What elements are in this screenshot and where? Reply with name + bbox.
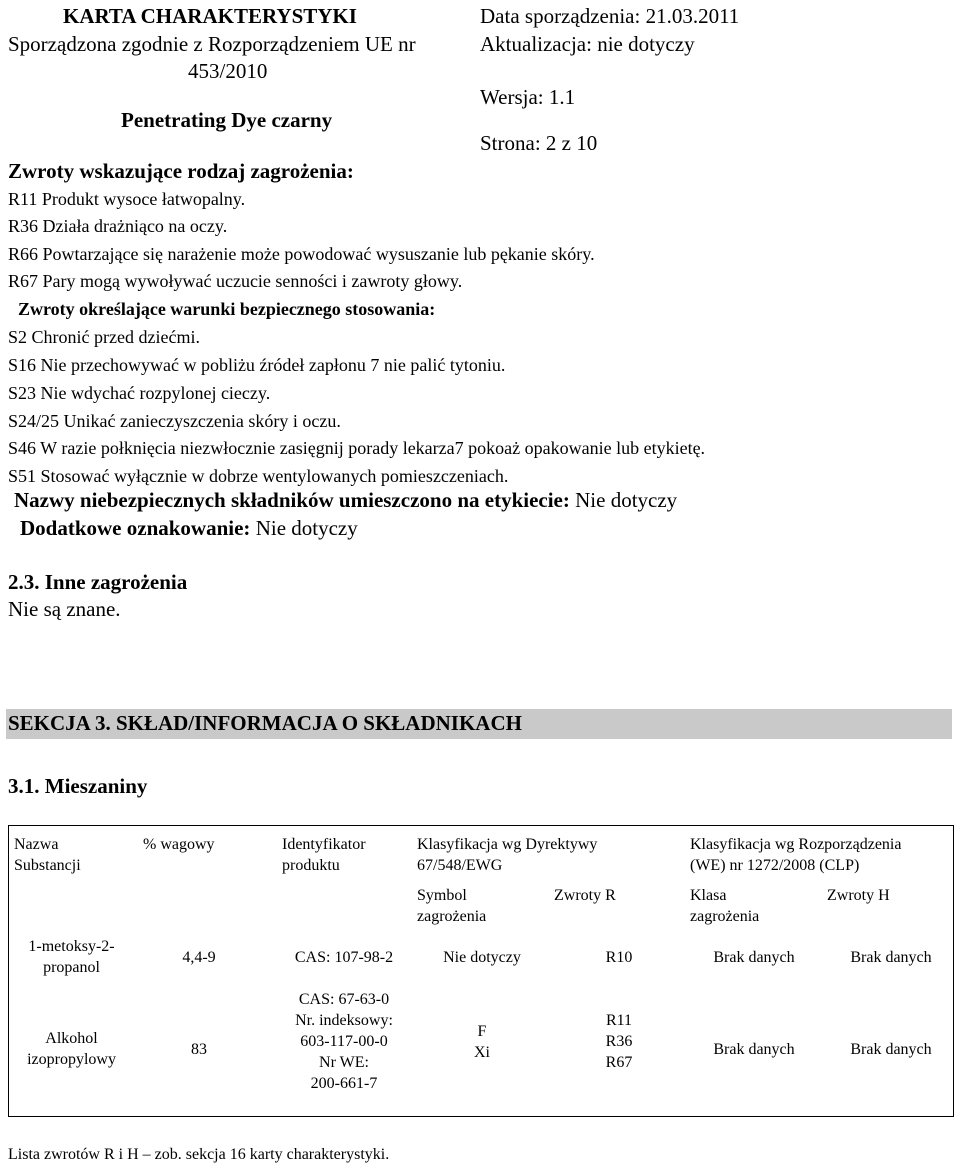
row2-symbol-2: Xi	[474, 1044, 490, 1061]
date-created: Data sporządzenia: 21.03.2011	[480, 4, 740, 28]
row1-weight: 4,4-9	[182, 949, 216, 966]
regulation-line-2: 453/2010	[188, 59, 268, 83]
safety-phrase: S51 Stosować wyłącznie w dobrze wentylowanych pomieszczeniach.	[8, 466, 509, 486]
row2-class: Brak danych	[713, 1041, 795, 1058]
hazard-phrase: R67 Pary mogą wywoływać uczucie senności i zawroty głowy.	[8, 271, 463, 291]
row2-symbol-1: F	[477, 1023, 487, 1040]
row1-name-1: 1-metoksy-2-	[28, 938, 115, 955]
hazard-phrase: R66 Powtarzające się narażenie może powodować wysuszanie lub pękanie skóry.	[8, 244, 595, 264]
header-identifier-1: Identyfikator	[282, 836, 366, 853]
additional-labelling-line	[20, 516, 358, 541]
additional-labelling-value: Nie dotyczy	[255, 516, 358, 540]
safety-phrases-heading: Zwroty określające warunki bezpiecznego stosowania:	[18, 299, 436, 319]
dangerous-components-value: Nie dotyczy	[575, 488, 678, 512]
header-name-1: Nazwa	[14, 836, 59, 853]
subheader-class-1: Klasa	[690, 887, 727, 904]
subheader-symbol-2: zagrożenia	[417, 908, 487, 925]
header-clp-2: (WE) nr 1272/2008 (CLP)	[690, 857, 860, 874]
document-title: KARTA CHARAKTERYSTYKI	[63, 4, 357, 28]
safety-phrase: S24/25 Unikać zanieczyszczenia skóry i oczu.	[8, 411, 341, 431]
dangerous-components-label: Nazwy niebezpiecznych składników umieszczono na etykiecie:	[14, 488, 570, 512]
header-clp-1: Klasyfikacja wg Rozporządzenia	[690, 836, 902, 853]
subheader-class-2: zagrożenia	[690, 908, 760, 925]
header-directive-1: Klasyfikacja wg Dyrektywy	[417, 836, 598, 853]
row2-identifier-2: Nr. indeksowy:	[295, 1012, 393, 1029]
other-hazards-heading: 2.3. Inne zagrożenia	[8, 570, 188, 594]
safety-phrase: S2 Chronić przed dziećmi.	[8, 327, 200, 347]
hazard-phrase: R11 Produkt wysoce łatwopalny.	[8, 189, 246, 209]
row1-symbol: Nie dotyczy	[443, 949, 521, 966]
header-directive-2: 67/548/EWG	[417, 857, 503, 874]
header-weight: % wagowy	[143, 836, 215, 853]
footnote: Lista zwrotów R i H – zob. sekcja 16 karty charakterystyki.	[8, 1146, 390, 1163]
row2-r-phrase-2: R36	[605, 1033, 633, 1050]
dangerous-components-line	[14, 488, 677, 513]
row2-name-2: izopropylowy	[27, 1051, 116, 1068]
additional-labelling-label: Dodatkowe oznakowanie:	[20, 516, 251, 540]
row1-name-2: propanol	[43, 959, 100, 976]
row1-class: Brak danych	[713, 949, 795, 966]
row2-r-phrase-3: R67	[605, 1054, 633, 1071]
composition-table	[8, 825, 954, 1117]
row1-identifier: CAS: 107-98-2	[294, 949, 394, 966]
header-identifier-2: produktu	[282, 857, 340, 874]
hazard-phrases-heading: Zwroty wskazujące rodzaj zagrożenia:	[8, 159, 354, 183]
row2-name-1: Alkohol	[45, 1030, 98, 1047]
subheader-h-phrases: Zwroty H	[827, 887, 890, 904]
row2-identifier-5: 200-661-7	[310, 1075, 378, 1092]
version-info: Wersja: 1.1	[480, 85, 576, 109]
page-number: Strona: 2 z 10	[480, 131, 598, 155]
row2-identifier-1: CAS: 67-63-0	[298, 991, 390, 1008]
row2-weight: 83	[191, 1041, 207, 1058]
subheader-symbol-1: Symbol	[417, 887, 467, 904]
regulation-line-1: Sporządzona zgodnie z Rozporządzeniem UE nr	[8, 32, 416, 56]
row1-r-phrases: R10	[605, 949, 633, 966]
safety-phrase: S16 Nie przechowywać w pobliżu źródeł zapłonu 7 nie palić tytoniu.	[8, 355, 506, 375]
safety-phrase: S46 W razie połknięcia niezwłocznie zasięgnij porady lekarza7 pokoaż opakowanie lub etykietę.	[8, 438, 706, 458]
update-info: Aktualizacja: nie dotyczy	[480, 32, 695, 56]
other-hazards-text: Nie są znane.	[8, 597, 121, 621]
hazard-phrase: R36 Działa drażniąco na oczy.	[8, 216, 228, 236]
mixtures-heading: 3.1. Mieszaniny	[8, 774, 148, 798]
header-name-2: Substancji	[14, 857, 81, 874]
row1-h-phrases: Brak danych	[850, 949, 932, 966]
row2-identifier-4: Nr WE:	[319, 1054, 369, 1071]
row2-identifier-3: 603-117-00-0	[300, 1033, 388, 1050]
row2-r-phrase-1: R11	[605, 1012, 633, 1029]
safety-phrase: S23 Nie wdychać rozpylonej cieczy.	[8, 383, 271, 403]
section-3-header-bar	[6, 709, 952, 739]
row2-h-phrases: Brak danych	[850, 1041, 932, 1058]
section-3-title: SEKCJA 3. SKŁAD/INFORMACJA O SKŁADNIKACH	[8, 711, 522, 735]
product-name: Penetrating Dye czarny	[121, 108, 333, 132]
subheader-r-phrases: Zwroty R	[554, 887, 616, 904]
